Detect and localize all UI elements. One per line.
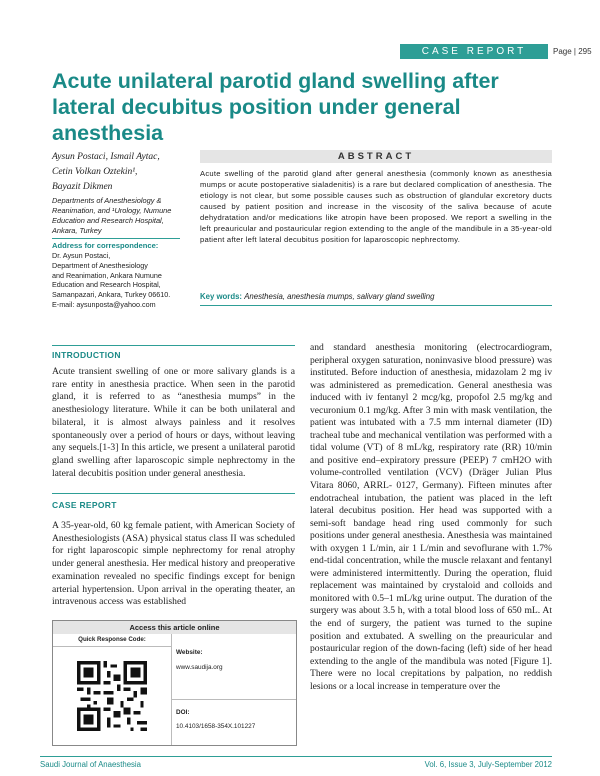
- address-line: Department of Anesthesiology: [52, 260, 148, 270]
- right-column-text: [310, 342, 552, 693]
- footer-divider: [40, 756, 552, 757]
- website-link[interactable]: www.saudija.org: [176, 664, 223, 671]
- author-list: [52, 150, 177, 195]
- address-line: Dr. Aysun Postaci,: [52, 251, 111, 260]
- online-box-heading: Access this article online: [53, 621, 296, 634]
- article-online-box: [52, 620, 297, 746]
- introduction-heading: INTRODUCTION: [52, 350, 121, 360]
- divider: [52, 493, 295, 494]
- case-report-heading: CASE REPORT: [52, 500, 117, 510]
- introduction-text: [52, 366, 295, 480]
- address-line: Education and Research Hospital,: [52, 280, 161, 290]
- page-number: Page | 295: [553, 47, 592, 56]
- author-line: Bayazit Dikmen: [52, 182, 113, 192]
- qr-label: Quick Response Code:: [53, 634, 172, 647]
- abstract-heading: ABSTRACT: [200, 150, 552, 163]
- paragraph: and standard anesthesia monitoring (electrocardiogram, peripheral oxygen saturation, noninvasive blood pressure) was instituted. Before induction of anesthesia, midazolam 2 mg iv was administered as premedication. General anesthesia was induced with iv fentanyl 2 mcg/kg, propofol 2.5 mg/kg and vecuronium 0.1 mg/kg. After 3 min with mask ventilation, the patient was intubated with a 7.5 mm internal diameter (ID) tracheal tube and mechanical ventilation was performed with a tidal volume (VT) of 8 mL/kg, respiratory rate (RR) 10/min and positive end–expiratory pressure (PEEP) 7 cmH2O with volume-controlled ventilation (VCV) (Dräger Julian Plus Vitara 8060, ARRL- 0127, Germany). Fifteen minutes after endotracheal intubation, the patient was placed in the left lateral decubitus position. Her head was supported with a semi-soft bandage head ring used commonly for such positions under general anesthesia. Anesthesia was maintained with oxygen 1 L/min, air 1 L/min and sevoflurane with 1.7% end-tidal concentration, while the muscle relaxant and fentanyl were administered intermittently. During the operation, fluid replacement was maintained by crystaloid and colloids and monitored with 0.5–1 mL/kg urine output. The duration of the surgery was about 3.5 h, with a total blood loss of 650 mL. At the end of surgery, the patient was turned to the supine position and extubated. A swelling on the preauricular and postauricular region of the down-facing (left) side of her head extending to the angle of the mandibula was noted [Figure 1]. There were no local crepitations by palpation, no reddish lesions or a local increase in temperature over the: [310, 342, 552, 692]
- paragraph: A 35-year-old, 60 kg female patient, with American Society of Anesthesiologists (ASA) physical status class II was scheduled for right laparoscopic simple nephrectomy for renal atrophy under general anesthesia. Her medical history and preoperative examination revealed no specific findings except for benign arterial hypertension. Upon arrival in the operating theater, an intravenous access was established: [52, 520, 295, 608]
- correspondence-heading: Address for correspondence:: [52, 241, 159, 250]
- divider: [52, 238, 180, 239]
- affiliation: Departments of Anesthesiology & Reanimation, and ¹Urology, Numune Education and Research Hospital, Ankara, Turkey: [52, 196, 172, 235]
- keywords-label: Key words:: [200, 292, 243, 301]
- article-title: Acute unilateral parotid gland swelling after lateral decubitus position under general anesthesia: [52, 69, 499, 145]
- keywords: [200, 292, 552, 301]
- divider: [200, 305, 552, 306]
- website-label: Website:: [176, 649, 203, 656]
- qr-code-icon[interactable]: [77, 661, 147, 731]
- address-email[interactable]: E-mail: aysunposta@yahoo.com: [52, 299, 156, 309]
- keywords-value: Anesthesia, anesthesia mumps, salivary gland swelling: [244, 292, 435, 301]
- qr-code-cell: [53, 647, 172, 745]
- doi-label: DOI:: [176, 709, 190, 716]
- divider: [172, 699, 296, 700]
- author-line: Aysun Postaci, Ismail Aytac,: [52, 152, 160, 162]
- author-line: Cetin Volkan Oztekin¹,: [52, 167, 138, 177]
- doi-value[interactable]: 10.4103/1658-354X.101227: [176, 723, 256, 730]
- address-line: and Reanimation, Ankara Numune: [52, 270, 162, 280]
- paragraph: Acute transient swelling of one or more salivary glands is a rare entity in anesthesia practice. When seen in the parotid gland, it is referred to as “anesthesia mumps” in the anesthesiology literature. While it can be both unilateral and bilateral, it is almost always painless and it resolves spontaneously over a period of hours or days, without leaving any sequels.[1-3] In this article, we present a unilateral parotid gland swelling after laparoscopic simple nephrectomy in the lateral decubitis position under general anesthesia.: [52, 366, 295, 479]
- address-line: Samanpazari, Ankara, Turkey 06610.: [52, 290, 171, 300]
- abstract-text: Acute swelling of the parotid gland after general anesthesia (commonly known as anesthesia mumps or acute postoperative sialadenitis) is a rare but declared complication of anesthesia. The etiology is not clear, but some possible causes such as obstruction of glandular excretory ducts caused by patient position and increase in the viscosity of the saliva because of acute dehydratation and/or medications like atropin have been proposed. We report a swelling in the left preauricular and postauricular region extending to the angle of the mandibule in a 35-year-old patient after left lateral decubitus position for laparoscopic nephrectomy.: [200, 169, 552, 244]
- footer-journal: Saudi Journal of Anaesthesia: [40, 760, 141, 769]
- footer-issue: Vol. 6, Issue 3, July-September 2012: [424, 760, 552, 769]
- case-report-text: [52, 520, 295, 609]
- correspondence-address: [52, 251, 192, 310]
- divider: [52, 345, 295, 346]
- section-label-bar: CASE REPORT: [400, 44, 548, 59]
